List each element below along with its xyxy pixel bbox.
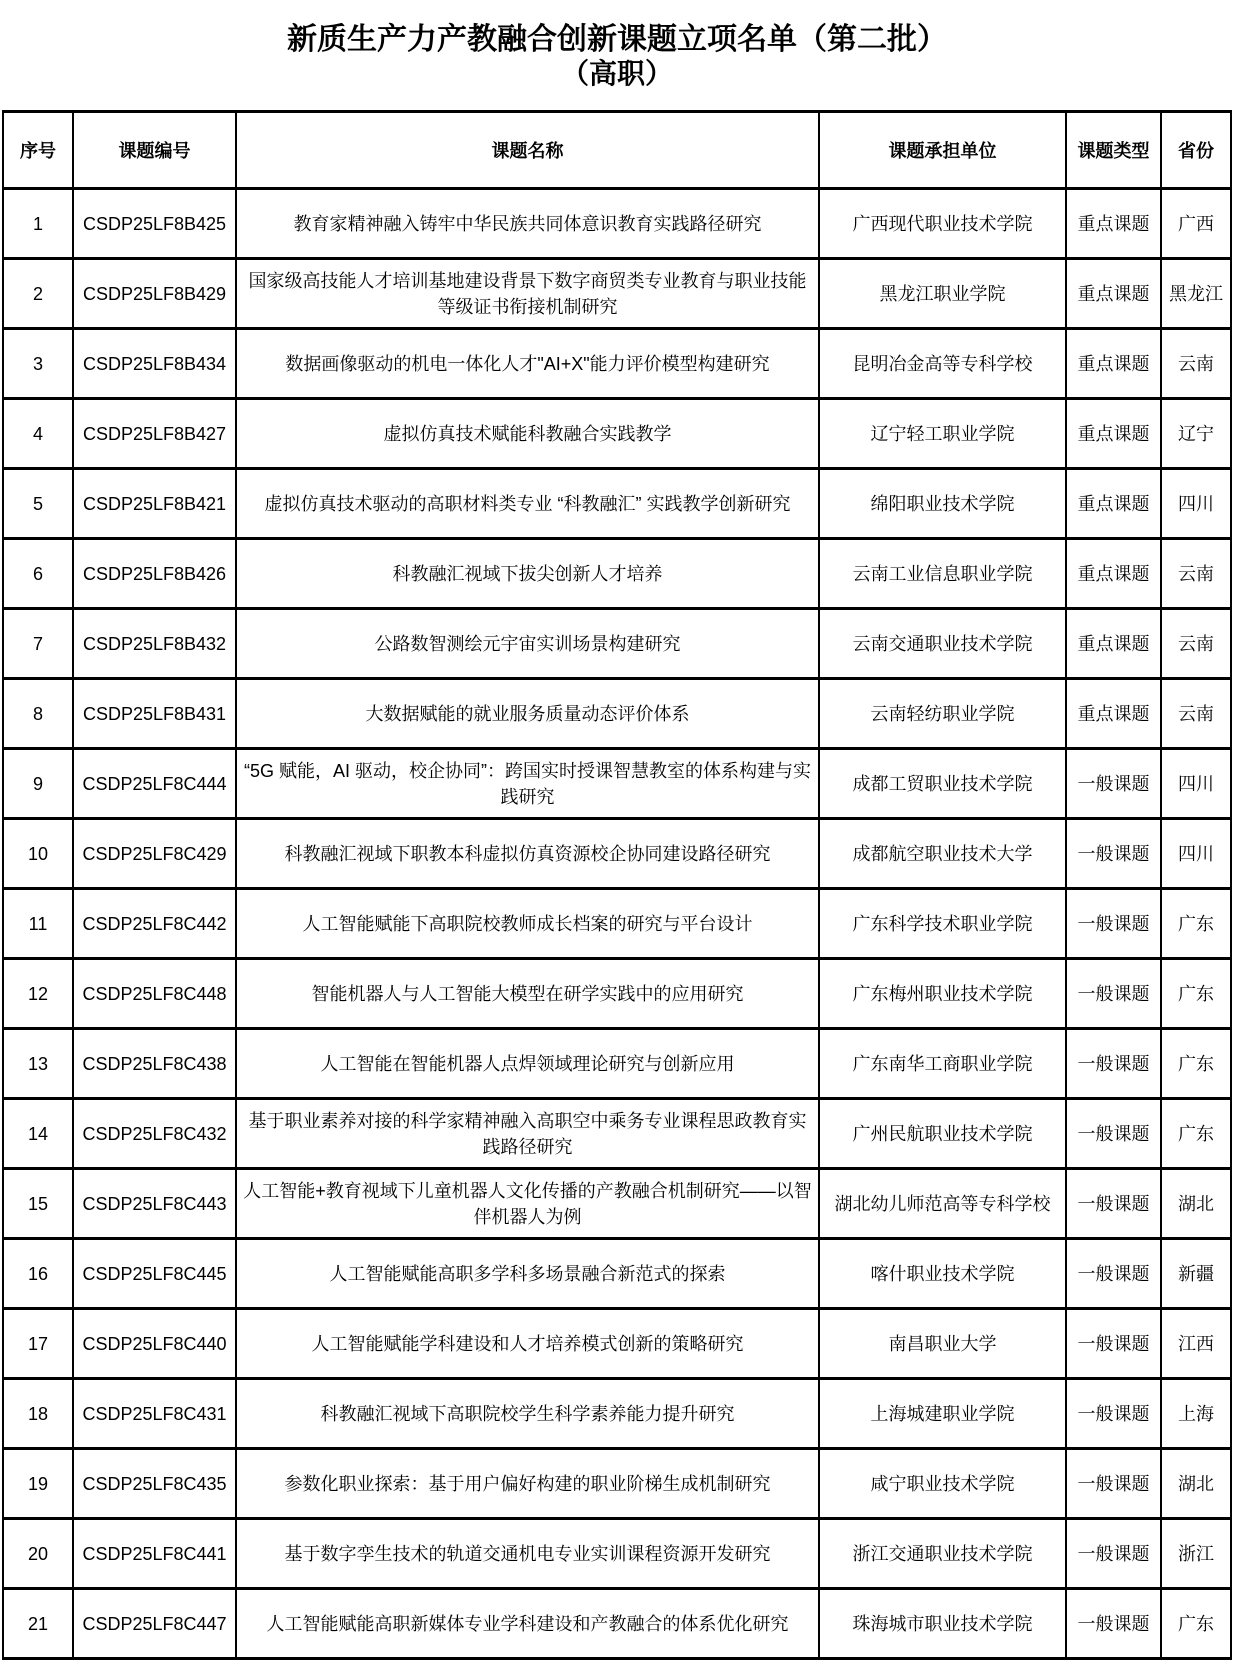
project-code-cell: CSDP25LF8B426	[73, 539, 236, 609]
project-type-cell: 重点课题	[1066, 399, 1161, 469]
serial-number-cell: 21	[3, 1589, 73, 1659]
project-type-cell: 一般课题	[1066, 959, 1161, 1029]
serial-number-cell: 13	[3, 1029, 73, 1099]
undertaking-unit-cell: 云南交通职业技术学院	[819, 609, 1066, 679]
project-type-cell: 重点课题	[1066, 329, 1161, 399]
project-title-cell: 参数化职业探索：基于用户偏好构建的职业阶梯生成机制研究	[236, 1449, 819, 1519]
serial-number-cell: 15	[3, 1169, 73, 1239]
serial-number-cell: 14	[3, 1099, 73, 1169]
table-row	[3, 539, 1231, 609]
table-row	[3, 1379, 1231, 1449]
project-type-cell: 一般课题	[1066, 1029, 1161, 1099]
province-cell: 广东	[1161, 1099, 1231, 1169]
serial-number-cell: 5	[3, 469, 73, 539]
province-cell: 辽宁	[1161, 399, 1231, 469]
project-title-cell: 人工智能在智能机器人点焊领域理论研究与创新应用	[236, 1029, 819, 1099]
project-type-cell: 一般课题	[1066, 1449, 1161, 1519]
project-type-cell: 一般课题	[1066, 889, 1161, 959]
undertaking-unit-cell: 浙江交通职业技术学院	[819, 1519, 1066, 1589]
province-cell: 四川	[1161, 819, 1231, 889]
province-cell: 广东	[1161, 1589, 1231, 1659]
undertaking-unit-cell: 成都航空职业技术大学	[819, 819, 1066, 889]
table-row	[3, 1449, 1231, 1519]
project-title-cell: 基于数字孪生技术的轨道交通机电专业实训课程资源开发研究	[236, 1519, 819, 1589]
project-type-cell: 一般课题	[1066, 819, 1161, 889]
project-type-cell: 重点课题	[1066, 679, 1161, 749]
table-row	[3, 329, 1231, 399]
serial-number-cell: 6	[3, 539, 73, 609]
project-code-cell: CSDP25LF8B432	[73, 609, 236, 679]
page-title-line1: 新质生产力产教融合创新课题立项名单（第二批）	[287, 23, 947, 56]
project-code-cell: CSDP25LF8C445	[73, 1239, 236, 1309]
table-row	[3, 889, 1231, 959]
project-type-cell: 一般课题	[1066, 1589, 1161, 1659]
undertaking-unit-cell: 南昌职业大学	[819, 1309, 1066, 1379]
project-code-cell: CSDP25LF8C443	[73, 1169, 236, 1239]
project-code-cell: CSDP25LF8B427	[73, 399, 236, 469]
serial-number-cell: 4	[3, 399, 73, 469]
serial-number-cell: 11	[3, 889, 73, 959]
province-cell: 云南	[1161, 329, 1231, 399]
header-project-code: 课题编号	[73, 112, 236, 189]
project-title-cell: 大数据赋能的就业服务质量动态评价体系	[236, 679, 819, 749]
undertaking-unit-cell: 广州民航职业技术学院	[819, 1099, 1066, 1169]
undertaking-unit-cell: 昆明冶金高等专科学校	[819, 329, 1066, 399]
table-row	[3, 259, 1231, 329]
undertaking-unit-cell: 广东南华工商职业学院	[819, 1029, 1066, 1099]
project-title-cell: 数据画像驱动的机电一体化人才"AI+X"能力评价模型构建研究	[236, 329, 819, 399]
serial-number-cell: 19	[3, 1449, 73, 1519]
project-code-cell: CSDP25LF8C448	[73, 959, 236, 1029]
project-code-cell: CSDP25LF8C444	[73, 749, 236, 819]
serial-number-cell: 12	[3, 959, 73, 1029]
header-serial-number: 序号	[3, 112, 73, 189]
table-row	[3, 1239, 1231, 1309]
table-row	[3, 1099, 1231, 1169]
project-code-cell: CSDP25LF8C447	[73, 1589, 236, 1659]
project-title-cell: 虚拟仿真技术赋能科教融合实践教学	[236, 399, 819, 469]
serial-number-cell: 3	[3, 329, 73, 399]
table-body	[3, 189, 1231, 1659]
table-row	[3, 609, 1231, 679]
province-cell: 湖北	[1161, 1169, 1231, 1239]
project-code-cell: CSDP25LF8B434	[73, 329, 236, 399]
project-type-cell: 重点课题	[1066, 469, 1161, 539]
header-province: 省份	[1161, 112, 1231, 189]
table-row	[3, 1589, 1231, 1659]
province-cell: 云南	[1161, 609, 1231, 679]
province-cell: 新疆	[1161, 1239, 1231, 1309]
project-type-cell: 一般课题	[1066, 1099, 1161, 1169]
project-type-cell: 一般课题	[1066, 1519, 1161, 1589]
project-approval-table	[2, 110, 1232, 1660]
table-row	[3, 819, 1231, 889]
page-title	[0, 0, 1234, 90]
project-title-cell: 教育家精神融入铸牢中华民族共同体意识教育实践路径研究	[236, 189, 819, 259]
project-title-cell: 国家级高技能人才培训基地建设背景下数字商贸类专业教育与职业技能等级证书衔接机制研究	[236, 259, 819, 329]
project-title-cell: 智能机器人与人工智能大模型在研学实践中的应用研究	[236, 959, 819, 1029]
project-code-cell: CSDP25LF8C438	[73, 1029, 236, 1099]
undertaking-unit-cell: 上海城建职业学院	[819, 1379, 1066, 1449]
serial-number-cell: 18	[3, 1379, 73, 1449]
table-row	[3, 399, 1231, 469]
table-row	[3, 1309, 1231, 1379]
project-title-cell: 科教融汇视域下高职院校学生科学素养能力提升研究	[236, 1379, 819, 1449]
province-cell: 上海	[1161, 1379, 1231, 1449]
project-title-cell: 公路数智测绘元宇宙实训场景构建研究	[236, 609, 819, 679]
undertaking-unit-cell: 黑龙江职业学院	[819, 259, 1066, 329]
table-row	[3, 749, 1231, 819]
table-header	[3, 112, 1231, 189]
undertaking-unit-cell: 成都工贸职业技术学院	[819, 749, 1066, 819]
undertaking-unit-cell: 喀什职业技术学院	[819, 1239, 1066, 1309]
project-title-cell: 人工智能赋能下高职院校教师成长档案的研究与平台设计	[236, 889, 819, 959]
project-code-cell: CSDP25LF8C431	[73, 1379, 236, 1449]
serial-number-cell: 7	[3, 609, 73, 679]
table-row	[3, 189, 1231, 259]
undertaking-unit-cell: 云南工业信息职业学院	[819, 539, 1066, 609]
table-header-row	[3, 112, 1231, 189]
table-row	[3, 959, 1231, 1029]
project-type-cell: 一般课题	[1066, 1379, 1161, 1449]
serial-number-cell: 16	[3, 1239, 73, 1309]
table-row	[3, 1169, 1231, 1239]
page-title-line2: （高职）	[560, 58, 673, 90]
project-title-cell: 科教融汇视域下职教本科虚拟仿真资源校企协同建设路径研究	[236, 819, 819, 889]
province-cell: 四川	[1161, 469, 1231, 539]
undertaking-unit-cell: 湖北幼儿师范高等专科学校	[819, 1169, 1066, 1239]
serial-number-cell: 10	[3, 819, 73, 889]
province-cell: 云南	[1161, 539, 1231, 609]
project-code-cell: CSDP25LF8C429	[73, 819, 236, 889]
project-type-cell: 一般课题	[1066, 1239, 1161, 1309]
undertaking-unit-cell: 广西现代职业技术学院	[819, 189, 1066, 259]
undertaking-unit-cell: 云南轻纺职业学院	[819, 679, 1066, 749]
project-type-cell: 重点课题	[1066, 609, 1161, 679]
province-cell: 黑龙江	[1161, 259, 1231, 329]
project-type-cell: 重点课题	[1066, 259, 1161, 329]
province-cell: 湖北	[1161, 1449, 1231, 1519]
project-code-cell: CSDP25LF8B425	[73, 189, 236, 259]
serial-number-cell: 20	[3, 1519, 73, 1589]
project-type-cell: 一般课题	[1066, 1309, 1161, 1379]
project-title-cell: 虚拟仿真技术驱动的高职材料类专业 “科教融汇” 实践教学创新研究	[236, 469, 819, 539]
province-cell: 云南	[1161, 679, 1231, 749]
project-code-cell: CSDP25LF8B431	[73, 679, 236, 749]
undertaking-unit-cell: 辽宁轻工职业学院	[819, 399, 1066, 469]
province-cell: 广东	[1161, 889, 1231, 959]
project-code-cell: CSDP25LF8C435	[73, 1449, 236, 1519]
project-code-cell: CSDP25LF8C441	[73, 1519, 236, 1589]
project-code-cell: CSDP25LF8B421	[73, 469, 236, 539]
province-cell: 浙江	[1161, 1519, 1231, 1589]
undertaking-unit-cell: 广东梅州职业技术学院	[819, 959, 1066, 1029]
province-cell: 四川	[1161, 749, 1231, 819]
undertaking-unit-cell: 珠海城市职业技术学院	[819, 1589, 1066, 1659]
undertaking-unit-cell: 广东科学技术职业学院	[819, 889, 1066, 959]
serial-number-cell: 2	[3, 259, 73, 329]
project-title-cell: 科教融汇视域下拔尖创新人才培养	[236, 539, 819, 609]
project-title-cell: “5G 赋能，AI 驱动，校企协同”：跨国实时授课智慧教室的体系构建与实践研究	[236, 749, 819, 819]
header-project-title: 课题名称	[236, 112, 819, 189]
project-title-cell: 人工智能+教育视域下儿童机器人文化传播的产教融合机制研究——以智伴机器人为例	[236, 1169, 819, 1239]
table-row	[3, 679, 1231, 749]
undertaking-unit-cell: 咸宁职业技术学院	[819, 1449, 1066, 1519]
project-title-cell: 人工智能赋能高职新媒体专业学科建设和产教融合的体系优化研究	[236, 1589, 819, 1659]
province-cell: 广东	[1161, 959, 1231, 1029]
serial-number-cell: 1	[3, 189, 73, 259]
project-code-cell: CSDP25LF8B429	[73, 259, 236, 329]
project-type-cell: 重点课题	[1066, 189, 1161, 259]
project-title-cell: 人工智能赋能学科建设和人才培养模式创新的策略研究	[236, 1309, 819, 1379]
table-row	[3, 469, 1231, 539]
project-type-cell: 一般课题	[1066, 749, 1161, 819]
undertaking-unit-cell: 绵阳职业技术学院	[819, 469, 1066, 539]
project-type-cell: 重点课题	[1066, 539, 1161, 609]
header-undertaking-unit: 课题承担单位	[819, 112, 1066, 189]
project-type-cell: 一般课题	[1066, 1169, 1161, 1239]
header-project-type: 课题类型	[1066, 112, 1161, 189]
project-code-cell: CSDP25LF8C442	[73, 889, 236, 959]
project-title-cell: 人工智能赋能高职多学科多场景融合新范式的探索	[236, 1239, 819, 1309]
serial-number-cell: 9	[3, 749, 73, 819]
province-cell: 江西	[1161, 1309, 1231, 1379]
province-cell: 广西	[1161, 189, 1231, 259]
project-code-cell: CSDP25LF8C440	[73, 1309, 236, 1379]
table-row	[3, 1029, 1231, 1099]
serial-number-cell: 17	[3, 1309, 73, 1379]
serial-number-cell: 8	[3, 679, 73, 749]
project-title-cell: 基于职业素养对接的科学家精神融入高职空中乘务专业课程思政教育实践路径研究	[236, 1099, 819, 1169]
project-code-cell: CSDP25LF8C432	[73, 1099, 236, 1169]
province-cell: 广东	[1161, 1029, 1231, 1099]
table-row	[3, 1519, 1231, 1589]
